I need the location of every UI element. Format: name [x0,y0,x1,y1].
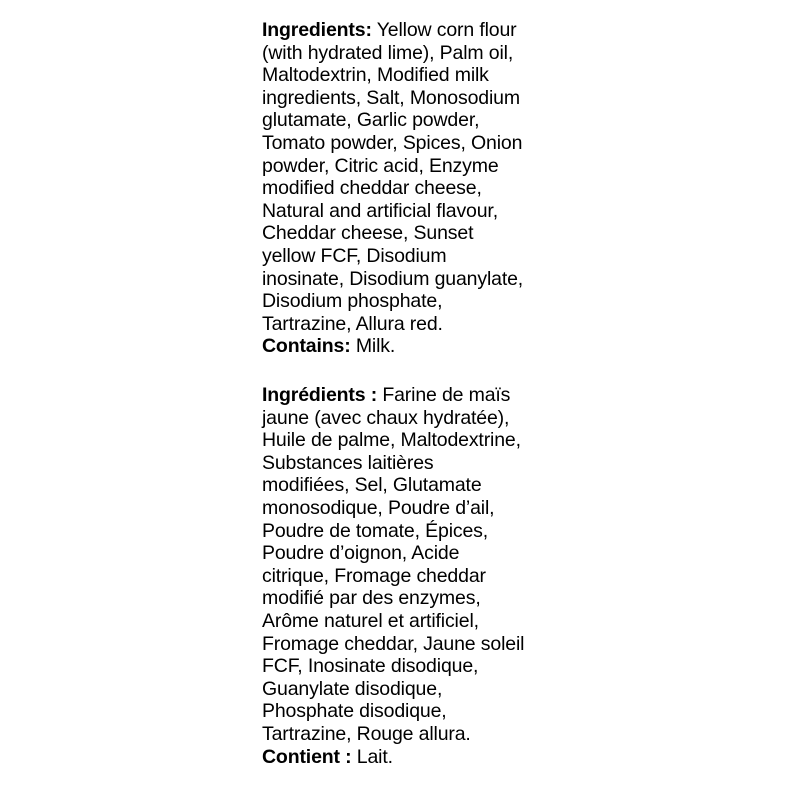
english-contains-line [262,335,523,358]
french-ingredients-block [262,384,524,768]
french-ingredient-text: Substances laitières [262,451,434,474]
english-ingredient-text: ingredients, Salt, Monosodium [262,86,520,109]
english-ingredient-text: Yellow corn flour [371,19,517,41]
french-contains-text: Lait. [351,745,393,768]
english-ingredient-text: Tartrazine, Allura red. [262,312,443,335]
english-contains-heading: Contains: [262,335,351,358]
english-ingredient-text: glutamate, Garlic powder, [262,109,480,132]
french-contains-heading: Contient : [262,745,352,768]
english-ingredients-heading: Ingredients: [262,19,372,41]
english-ingredients-line-1 [262,19,523,42]
french-ingredient-text: Tartrazine, Rouge allura. [262,722,471,745]
english-ingredient-text: Maltodextrin, Modified milk [262,64,489,87]
french-ingredient-text: Huile de palme, Maltodextrine, [262,429,521,452]
french-ingredient-text: Poudre de tomate, Épices, [262,519,489,542]
english-ingredient-text: Tomato powder, Spices, Onion [262,131,523,154]
english-contains-text: Milk. [350,335,396,358]
french-ingredient-text: FCF, Inosinate disodique, [262,655,479,678]
english-ingredient-text: Cheddar cheese, Sunset [262,222,474,245]
french-ingredients-line-1 [262,384,524,407]
french-ingredient-text: citrique, Fromage cheddar [262,564,486,587]
english-ingredient-text: modified cheddar cheese, [262,177,482,200]
french-ingredient-text: Phosphate disodique, [262,700,447,723]
french-ingredient-text: Guanylate disodique, [262,677,443,700]
english-ingredient-text: Disodium phosphate, [262,290,443,313]
french-ingredient-text: Arôme naturel et artificiel, [262,609,479,632]
english-ingredient-text: powder, Citric acid, Enzyme [262,154,499,177]
french-ingredient-text: modifiées, Sel, Glutamate [262,474,482,497]
french-ingredients-heading: Ingrédients : [262,384,378,406]
french-ingredient-text: modifié par des enzymes, [262,587,481,610]
english-ingredient-text: Natural and artificial flavour, [262,199,498,222]
english-ingredient-text: yellow FCF, Disodium [262,244,447,267]
french-contains-line [262,746,524,769]
french-ingredient-text: monosodique, Poudre d’ail, [262,496,495,519]
french-ingredient-text: jaune (avec chaux hydratée), [262,406,510,429]
english-ingredients-block [262,19,523,358]
french-ingredient-text: Farine de maïs [377,384,511,406]
french-ingredient-text: Poudre d’oignon, Acide [262,542,460,565]
english-ingredient-text: (with hydrated lime), Palm oil, [262,41,514,64]
french-ingredient-text: Fromage cheddar, Jaune soleil [262,632,525,655]
english-ingredient-text: inosinate, Disodium guanylate, [262,267,524,290]
